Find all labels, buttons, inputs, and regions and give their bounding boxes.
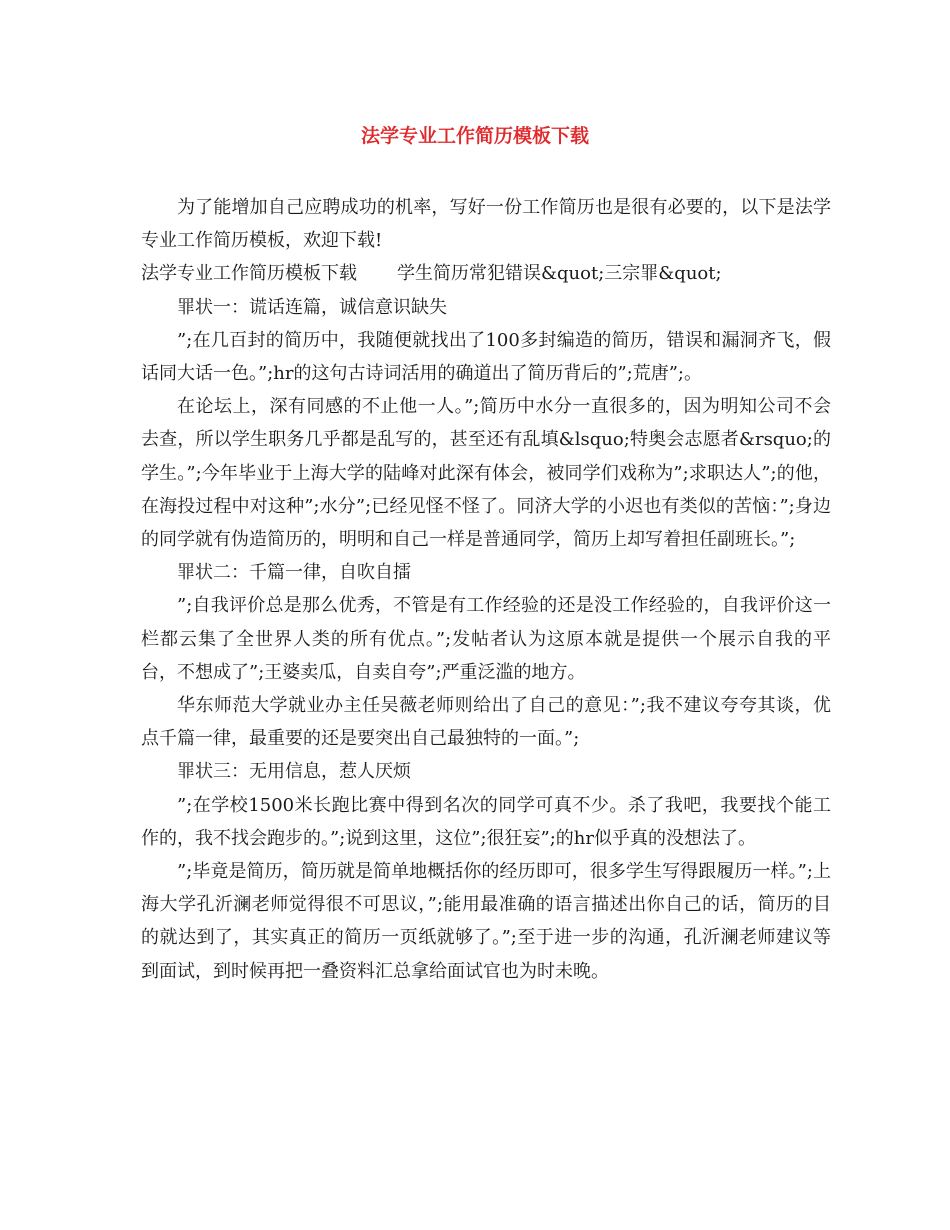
section-heading-1: 罪状一：谎话连篇，诚信意识缺失	[177, 296, 447, 318]
paragraph: ”;在学校1500米长跑比赛中得到名次的同学可真不少。杀了我吧，我要找个能工作的，我不找会跑步的。”;说到这里，这位”;很狂妄”;的hr似乎真的没想法了。	[141, 794, 831, 849]
subheading-line	[141, 257, 831, 290]
document-title: 法学专业工作简历模板下载	[360, 125, 589, 147]
section-heading-3: 罪状三：无用信息，惹人厌烦	[177, 761, 411, 783]
paragraph: ”;在几百封的简历中，我随便就找出了100多封编造的简历，错误和漏洞齐飞，假话同大话一色。”;hr的这句古诗词活用的确道出了简历背后的”;荒唐”;。	[141, 329, 831, 385]
paragraph: ”;毕竟是简历，简历就是简单地概括你的经历即可，很多学生写得跟履历一样。”;上海大学孔沂澜老师觉得很不可思议，”;能用最准确的语言描述出你自己的话，简历的目的就达到了，其实真正的简历一页纸就够了。”;至于进一步的沟通，孔沂澜老师建议等到面试，到时候再把一叠资料汇总拿给面试官也为时未晚。	[141, 861, 831, 982]
paragraph: 华东师范大学就业办主任吴薇老师则给出了自己的意见：”;我不建议夸夸其谈，优点千篇一律，最重要的还是要突出自己最独特的一面。”;	[141, 695, 831, 750]
subheading-left: 法学专业工作简历模板下载	[141, 263, 357, 285]
paragraph-intro: 为了能增加自己应聘成功的机率，写好一份工作简历也是很有必要的，以下是法学专业工作简历模板，欢迎下载!	[141, 197, 831, 252]
subheading-right: 学生简历常犯错误&quot;三宗罪&quot;	[397, 263, 722, 285]
paragraph: 在论坛上，深有同感的不止他一人。”;简历中水分一直很多的，因为明知公司不会去查，所以学生职务几乎都是乱写的，甚至还有乱填&lsquo;特奥会志愿者&rsquo;的学生。”;今年毕业于上海大学的陆峰对此深有体会，被同学们戏称为”;求职达人”;的他，在海投过程中对这种”;水分”;已经见怪不怪了。同济大学的小迟也有类似的苦恼：”;身边的同学就有伪造简历的，明明和自己一样是普通同学，简历上却写着担任副班长。”;	[141, 396, 831, 551]
document-body	[141, 191, 831, 988]
paragraph: ”;自我评价总是那么优秀，不管是有工作经验的还是没工作经验的，自我评价这一栏都云集了全世界人类的所有优点。”;发帖者认为这原本就是提供一个展示自我的平台，不想成了”;王婆卖瓜，自卖自夸”;严重泛滥的地方。	[141, 595, 831, 683]
section-heading-2: 罪状二：千篇一律，自吹自擂	[177, 562, 411, 584]
